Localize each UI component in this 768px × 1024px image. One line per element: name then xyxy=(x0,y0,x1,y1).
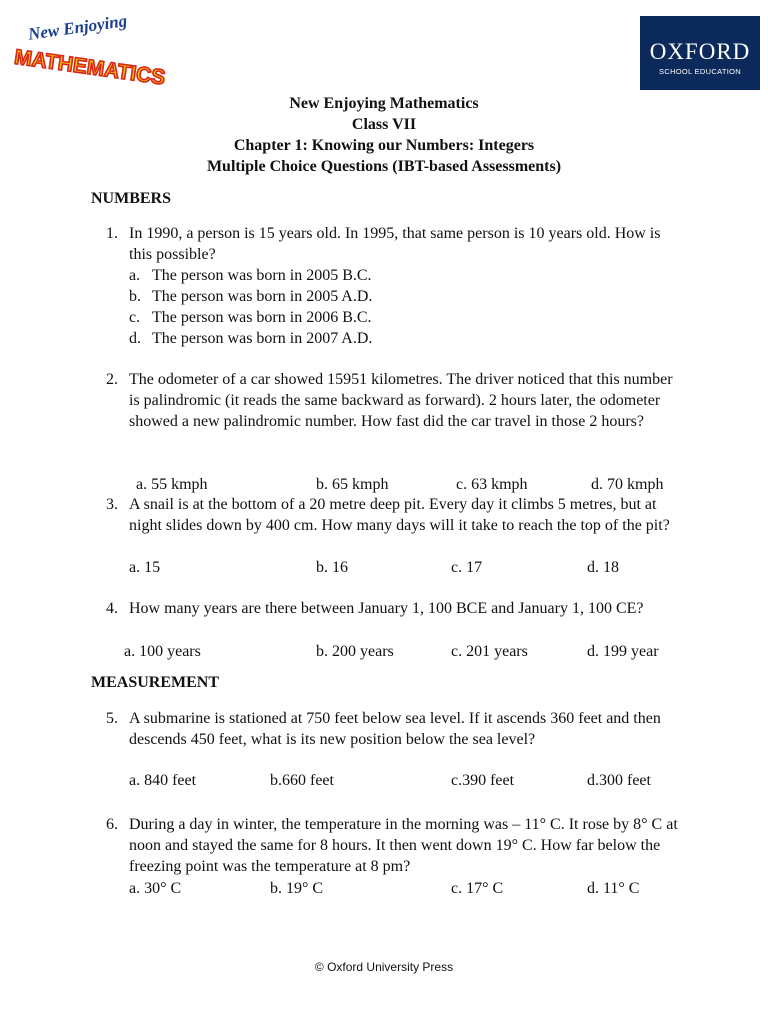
oxford-logo xyxy=(640,16,760,90)
q3-option-a: a. 15 xyxy=(129,559,161,576)
q2-option-a: a. 55 kmph xyxy=(136,476,208,493)
option-text: The person was born in 2005 B.C. xyxy=(152,267,372,284)
q2-option-b: b. 65 kmph xyxy=(316,476,389,493)
question-text: How many years are there between January 1, 100 BCE and January 1, 100 CE? xyxy=(129,600,644,617)
option-text: The person was born in 2007 A.D. xyxy=(152,330,373,347)
q3-option-c: c. 17 xyxy=(451,559,483,576)
option-label: b. xyxy=(129,288,141,305)
q3-option-d: d. 18 xyxy=(587,559,619,576)
section-measurement: MEASUREMENT xyxy=(91,674,220,691)
mathematics-logo-graphic xyxy=(10,10,167,90)
question-number: 5. xyxy=(106,710,118,727)
copyright-footer: © Oxford University Press xyxy=(314,960,454,974)
oxford-brand: OXFORD xyxy=(649,39,751,64)
options-list xyxy=(129,265,686,349)
book-title: New Enjoying Mathematics xyxy=(289,95,479,112)
oxford-subtitle: SCHOOL EDUCATION xyxy=(659,67,741,76)
option-label: d. xyxy=(129,330,141,347)
q4-option-d: d. 199 year xyxy=(587,643,659,660)
section-numbers: NUMBERS xyxy=(91,190,172,207)
q6-option-b: b. 19° C xyxy=(270,880,324,897)
option-label: c. xyxy=(129,309,141,326)
question-5 xyxy=(106,708,686,750)
question-number: 1. xyxy=(106,225,118,242)
assessment-title: Multiple Choice Questions (IBT-based Assessments) xyxy=(206,158,562,175)
option-d xyxy=(129,328,686,349)
q5-option-a: a. 840 feet xyxy=(129,772,197,789)
q6-option-d: d. 11° C xyxy=(587,880,640,897)
question-2 xyxy=(106,369,686,432)
q5-option-d: d.300 feet xyxy=(587,772,651,789)
question-number: 4. xyxy=(106,600,118,617)
document-header xyxy=(0,93,768,177)
logo-line2: MATHEMATICS xyxy=(12,45,167,90)
question-text: A submarine is stationed at 750 feet below sea level. If it ascends 360 feet and then descends 450 feet, what is its new position below the sea level? xyxy=(129,710,661,748)
new-enjoying-mathematics-logo xyxy=(10,10,167,90)
q2-option-c: c. 63 kmph xyxy=(456,476,528,493)
question-text: In 1990, a person is 15 years old. In 1995, that same person is 10 years old. How is this possible? xyxy=(129,225,661,263)
option-c xyxy=(129,307,686,328)
question-text: The odometer of a car showed 15951 kilometres. The driver noticed that this number is palindromic (it reads the same backward as forward). 2 hours later, the odometer showed a new palindromic number. How fast did the car travel in those 2 hours? xyxy=(129,371,673,430)
q6-option-c: c. 17° C xyxy=(451,880,504,897)
q4-option-a: a. 100 years xyxy=(124,643,201,660)
question-number: 2. xyxy=(106,371,118,388)
option-text: The person was born in 2005 A.D. xyxy=(152,288,373,305)
option-b xyxy=(129,286,686,307)
question-number: 3. xyxy=(106,496,118,513)
class-title: Class VII xyxy=(351,116,417,133)
question-text: During a day in winter, the temperature in the morning was – 11° C. It rose by 8° C at noon and stayed the same for 8 hours. It then went down 19° C. How far below the freezing point was the temperature at 8 pm? xyxy=(129,816,678,875)
q3-option-b: b. 16 xyxy=(316,559,348,576)
chapter-title: Chapter 1: Knowing our Numbers: Integers xyxy=(233,137,535,154)
question-3 xyxy=(106,494,686,536)
question-4 xyxy=(106,598,686,619)
question-number: 6. xyxy=(106,816,118,833)
q4-option-b: b. 200 years xyxy=(316,643,394,660)
q6-option-a: a. 30° C xyxy=(129,880,182,897)
option-label: a. xyxy=(129,267,141,284)
q2-option-d: d. 70 kmph xyxy=(591,476,664,493)
question-6 xyxy=(106,814,686,877)
q5-option-c: c.390 feet xyxy=(451,772,515,789)
q4-option-c: c. 201 years xyxy=(451,643,528,660)
logo-line1: New Enjoying xyxy=(26,11,129,44)
q5-option-b: b.660 feet xyxy=(270,772,334,789)
question-1 xyxy=(106,223,686,349)
option-a xyxy=(129,265,686,286)
option-text: The person was born in 2006 B.C. xyxy=(152,309,372,326)
question-text: A snail is at the bottom of a 20 metre deep pit. Every day it climbs 5 metres, but at night slides down by 400 cm. How many days will it take to reach the top of the pit? xyxy=(129,496,670,534)
